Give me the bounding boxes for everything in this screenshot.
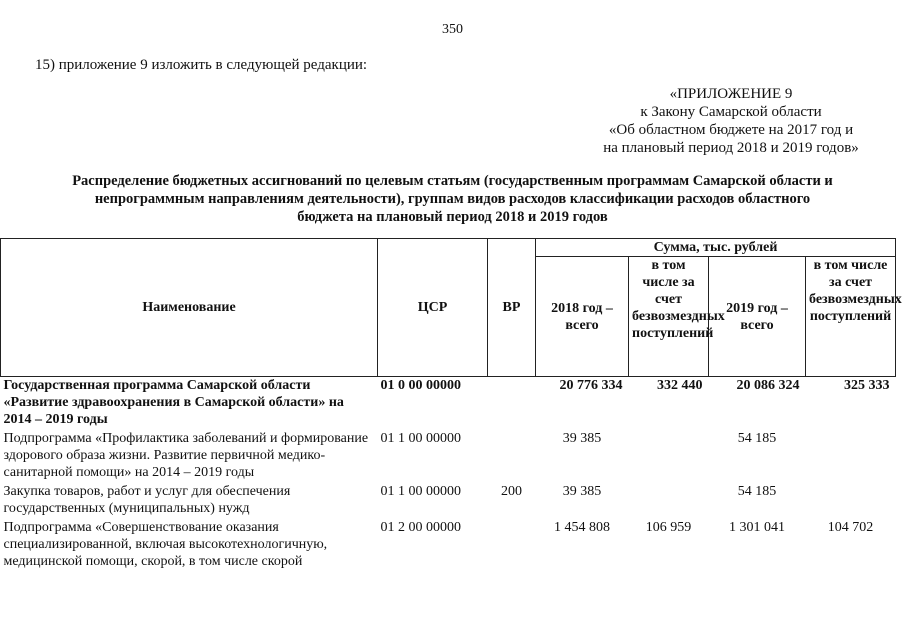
row-2019-gratuitous: 104 702 (827, 520, 874, 535)
row-2019-gratuitous (806, 430, 896, 483)
table-row (1, 377, 896, 431)
row-2018-total: 39 385 (562, 484, 602, 499)
row-vr: 200 (501, 484, 522, 499)
row-2018-total: 20 776 334 (559, 378, 623, 393)
document-title-line-1: Распределение бюджетных ассигнований по целевым статьям (государственным программам Самарской области и (72, 173, 833, 189)
row-2019-gratuitous (806, 483, 896, 519)
table-row (1, 483, 896, 519)
document-title-line-2: непрограммным направлениям деятельности), группам видов расходов классификации расходов областного (94, 191, 811, 207)
header-2019-gratuitous: в том числе за счет безвозмездных поступлений (806, 257, 896, 377)
row-2019-total: 54 185 (737, 484, 777, 499)
row-vr (488, 377, 536, 431)
appendix-header-line-3: «Об областном бюджете на 2017 год и (608, 122, 854, 138)
header-vr: ВР (488, 239, 536, 377)
header-sum-group: Сумма, тыс. рублей (536, 239, 896, 257)
row-2018-gratuitous: 106 959 (645, 520, 692, 535)
row-2019-total: 20 086 324 (736, 378, 800, 393)
appendix-header (581, 85, 881, 157)
row-vr (488, 519, 536, 572)
row-2019-total: 1 301 041 (729, 520, 785, 535)
row-csr: 01 1 00 00000 (380, 431, 461, 446)
row-2019-total: 54 185 (737, 431, 777, 446)
header-2019-total: 2019 год – всего (709, 257, 806, 377)
header-name: Наименование (1, 239, 378, 377)
appendix-header-line-2: к Закону Самарской области (640, 104, 822, 120)
row-vr (488, 430, 536, 483)
page-number: 350 (442, 22, 463, 37)
row-2018-gratuitous (629, 483, 709, 519)
row-2018-gratuitous: 332 440 (657, 378, 703, 393)
header-2018-gratuitous: в том числе за счет безвозмездных поступлений (629, 257, 709, 377)
table-row (1, 430, 896, 483)
row-csr: 01 1 00 00000 (380, 484, 461, 499)
intro-text: 15) приложение 9 изложить в следующей редакции: (35, 57, 368, 73)
appendix-header-line-1: «ПРИЛОЖЕНИЕ 9 (669, 86, 793, 102)
row-csr: 01 2 00 00000 (380, 520, 461, 535)
row-2019-gratuitous: 325 333 (844, 378, 890, 393)
row-name: Подпрограмма «Совершенствование оказания специализированной, включая высокотехнологичную, медицинской помощи, скорой, в том числе скорой (3, 520, 328, 569)
appendix-header-line-4: на плановый период 2018 и 2019 годов» (603, 140, 859, 156)
row-name: Закупка товаров, работ и услуг для обеспечения государственных (муниципальных) нужд (3, 484, 291, 516)
row-name: Государственная программа Самарской области «Развитие здравоохранения в Самарской области» на 2014 – 2019 годы (3, 378, 344, 427)
document-title-line-3: бюджета на плановый период 2018 и 2019 годов (297, 209, 608, 225)
row-2018-gratuitous (629, 430, 709, 483)
header-csr: ЦСР (378, 239, 488, 377)
header-2018-total: 2018 год – всего (536, 257, 629, 377)
budget-table (0, 238, 902, 572)
row-name: Подпрограмма «Профилактика заболеваний и формирование здорового образа жизни. Развитие первичной медико-санитарной помощи» на 2014 – 2019 годы (3, 431, 369, 480)
row-2018-total: 39 385 (562, 431, 602, 446)
document-title (20, 172, 885, 226)
row-2018-total: 1 454 808 (554, 520, 610, 535)
row-csr: 01 0 00 00000 (380, 378, 461, 393)
table-row (1, 519, 896, 572)
